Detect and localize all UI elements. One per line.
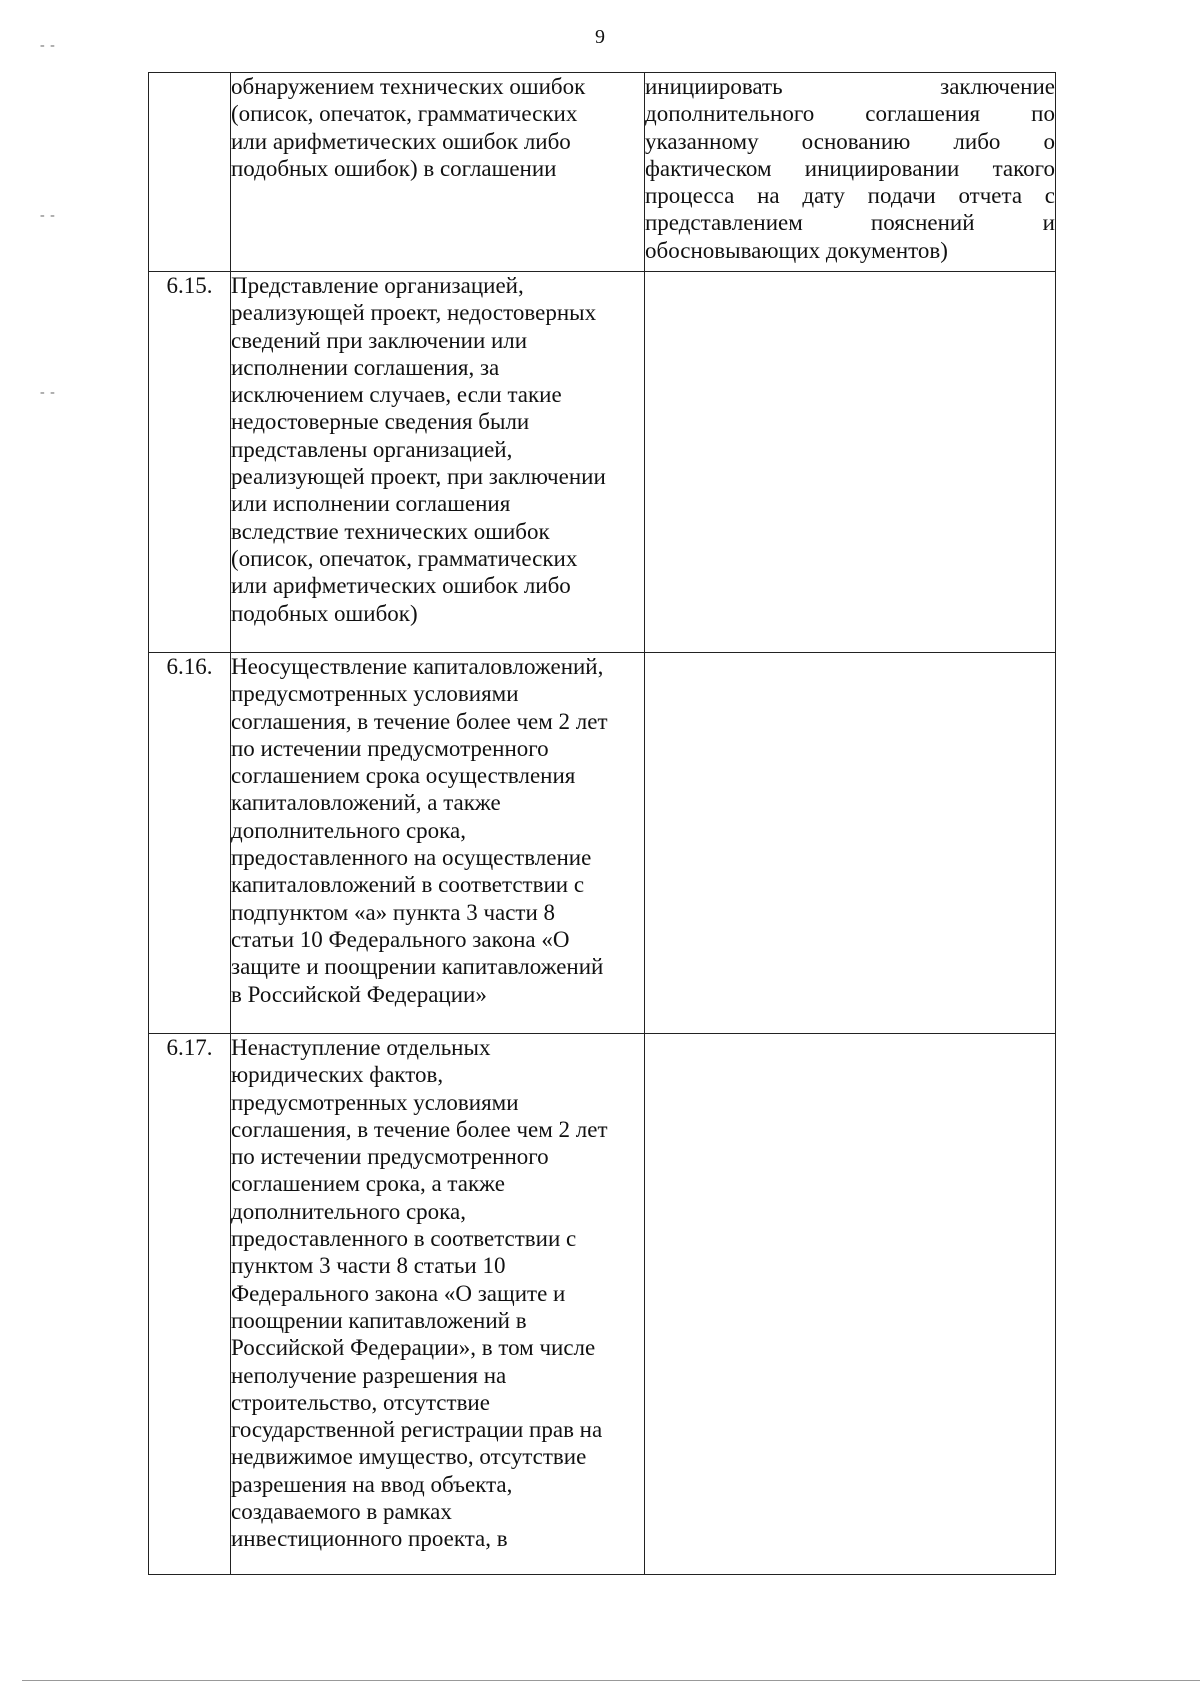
action-line: указанному основанию либо о <box>645 128 1055 154</box>
row-action <box>645 73 1056 272</box>
table-row <box>149 272 1056 653</box>
action-line: дополнительного соглашения по <box>645 101 1055 127</box>
row-action <box>645 653 1056 1034</box>
page-number: 9 <box>595 26 605 48</box>
row-description: обнаружением технических ошибок (описок, опечаток, грамматических или арифметических ошибок либо подобных ошибок) в соглашении <box>231 73 645 272</box>
table-row <box>149 653 1056 1034</box>
row-description: Ненаступление отдельных юридических фактов, предусмотренных условиями соглашения, в течение более чем 2 лет по истечении предусмотренного соглашением срока, а также дополнительного срока, предоставленного в соответствии с пунктом 3 части 8 статьи 10 Федерального закона «О защите и поощрении капитавложений в Российской Федерации», в том числе неполучение разрешения на строительство, отсутствие государственной регистрации прав на недвижимое имущество, отсутствие разрешения на ввод объекта, создаваемого в рамках инвестиционного проекта, в <box>231 1034 645 1575</box>
row-description: Представление организацией, реализующей проект, недостоверных сведений при заключении или исполнении соглашения, за исключением случаев, если такие недостоверные сведения были представлены организацией, реализующей проект, при заключении или исполнении соглашения вследствие технических ошибок (описок, опечаток, грамматических или арифметических ошибок либо подобных ошибок) <box>231 272 645 653</box>
row-number <box>149 73 231 272</box>
bottom-rule <box>22 1680 1200 1681</box>
scan-mark: - - <box>40 385 56 400</box>
table-row <box>149 1034 1056 1575</box>
scan-mark: - - <box>40 38 56 53</box>
action-line: представлением пояснений и <box>645 210 1055 236</box>
action-line: фактическом инициировании такого <box>645 155 1055 181</box>
table-row <box>149 73 1056 272</box>
row-action <box>645 272 1056 653</box>
document-table <box>148 72 1056 1575</box>
action-line: инициировать заключение <box>645 74 1055 99</box>
row-number: 6.15. <box>149 272 231 653</box>
action-line: обосновывающих документов) <box>645 237 948 263</box>
row-action <box>645 1034 1056 1575</box>
scan-mark: - - <box>40 208 56 223</box>
row-description: Неосуществление капиталовложений, предусмотренных условиями соглашения, в течение более чем 2 лет по истечении предусмотренного соглашением срока осуществления капиталовложений, а также дополнительного срока, предоставленного на осуществление капиталовложений в соответствии с подпунктом «а» пункта 3 части 8 статьи 10 Федерального закона «О защите и поощрении капитавложений в Российской Федерации» <box>231 653 645 1034</box>
row-number: 6.16. <box>149 653 231 1034</box>
action-line: процесса на дату подачи отчета с <box>645 183 1055 209</box>
row-number: 6.17. <box>149 1034 231 1575</box>
